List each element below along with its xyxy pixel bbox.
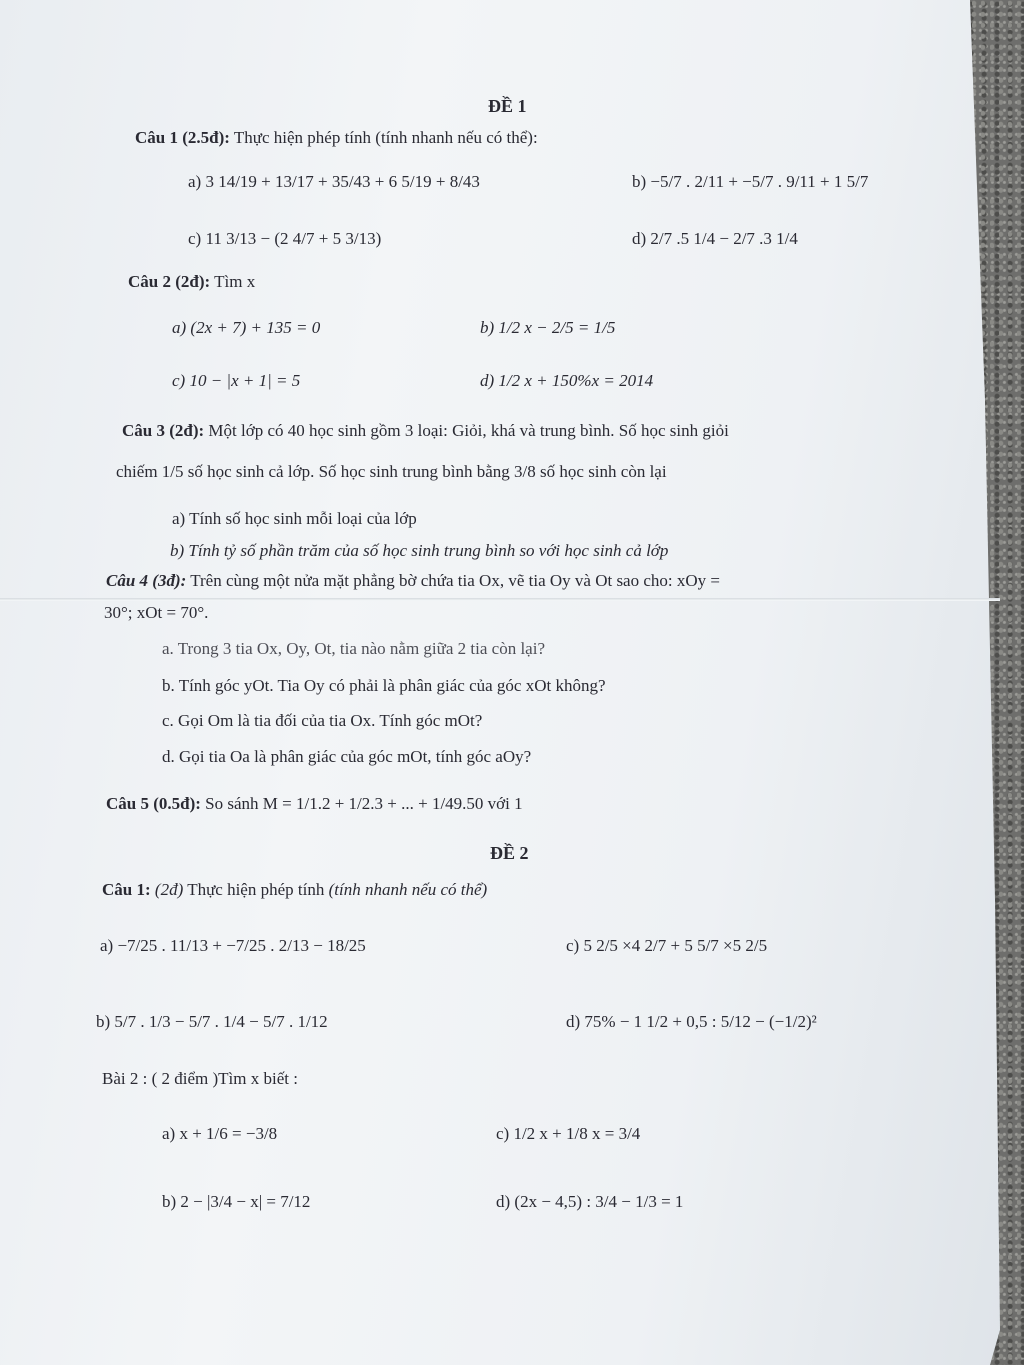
de1-cau5-label: Câu 5 (0.5đ): (106, 794, 201, 813)
de1-cau1-c: c) 11 3/13 − (2 4/7 + 5 3/13) (188, 229, 382, 248)
de1-cau1-b: b) −5/7 . 2/11 + −5/7 . 9/11 + 1 5/7 (632, 172, 869, 191)
de1-title: ĐỀ 1 (488, 96, 527, 116)
de1-cau2-label: Câu 2 (2đ): (128, 272, 211, 291)
de1-cau4-a: a. Trong 3 tia Ox, Oy, Ot, tia nào nằm giữa 2 tia còn lại? (162, 639, 545, 658)
de2-bai2-d: d) (2x − 4,5) : 3/4 − 1/3 = 1 (496, 1192, 684, 1211)
de2-cau1-c: c) 5 2/5 ×4 2/7 + 5 5/7 ×5 2/5 (566, 936, 768, 955)
de2-cau1-d: d) 75% − 1 1/2 + 0,5 : 5/12 − (−1/2)² (566, 1012, 817, 1031)
de2-bai2-a: a) x + 1/6 = −3/8 (162, 1124, 278, 1143)
de1-cau3-text1: Một lớp có 40 học sinh gồm 3 loại: Giỏi, khá và trung bình. Số học sinh giỏi (208, 421, 729, 440)
de2-cau1-points: (2đ) (154, 880, 184, 899)
de2-bai2-label: Bài 2 : ( 2 điểm )Tìm x biết : (102, 1069, 298, 1088)
de1-cau1-d: d) 2/7 .5 1/4 − 2/7 .3 1/4 (632, 229, 798, 248)
de2-cau1-label: Câu 1: (102, 880, 151, 899)
de1-cau2-text: Tìm x (214, 272, 256, 291)
de1-cau2-d: d) 1/2 x + 150%x = 2014 (480, 371, 654, 390)
de1-cau5-text: So sánh M = 1/1.2 + 1/2.3 + ... + 1/49.50 với 1 (205, 794, 523, 813)
de1-cau3-label: Câu 3 (2đ): (122, 421, 205, 440)
de2-cau1-b: b) 5/7 . 1/3 − 5/7 . 1/4 − 5/7 . 1/12 (96, 1012, 328, 1031)
de1-cau1-label: Câu 1 (2.5đ): (135, 128, 230, 147)
de1-cau1-a: a) 3 14/19 + 13/17 + 35/43 + 6 5/19 + 8/43 (188, 172, 480, 191)
de2-bai2-b: b) 2 − |3/4 − x| = 7/12 (162, 1192, 311, 1211)
de1-cau4-label: Câu 4 (3đ): (106, 571, 187, 590)
de1-cau5 (106, 794, 523, 814)
de1-cau2-c: c) 10 − |x + 1| = 5 (172, 371, 301, 390)
de2-cau1-hint: (tính nhanh nếu có thể) (328, 880, 488, 899)
de1-cau3-line2: chiếm 1/5 số học sinh cả lớp. Số học sinh trung bình bằng 3/8 số học sinh còn lại (116, 462, 667, 481)
de1-cau4-line1 (106, 571, 720, 591)
de1-cau4-d: d. Gọi tia Oa là phân giác của góc mOt, tính góc aOy? (162, 747, 532, 766)
de1-cau2 (128, 272, 255, 292)
paper-fold (0, 598, 1000, 601)
de1-cau2-b: b) 1/2 x − 2/5 = 1/5 (480, 318, 616, 337)
de2-cau1-text: Thực hiện phép tính (187, 880, 325, 899)
de2-bai2-c: c) 1/2 x + 1/8 x = 3/4 (496, 1124, 641, 1143)
de1-cau3-line1 (122, 421, 729, 441)
de1-cau1 (135, 128, 538, 148)
de1-cau4-c: c. Gọi Om là tia đối của tia Ox. Tính góc mOt? (162, 711, 483, 730)
de1-cau4-b: b. Tính góc yOt. Tia Oy có phải là phân giác của góc xOt không? (162, 676, 606, 695)
de1-cau3-b: b) Tính tỷ số phần trăm của số học sinh trung bình so với học sinh cả lớp (170, 541, 669, 560)
de1-cau2-a: a) (2x + 7) + 135 = 0 (172, 318, 321, 337)
de1-cau1-text: Thực hiện phép tính (tính nhanh nếu có thể): (233, 128, 538, 147)
de2-cau1-a: a) −7/25 . 11/13 + −7/25 . 2/13 − 18/25 (100, 936, 366, 955)
de2-cau1 (102, 880, 487, 900)
de1-cau3-a: a) Tính số học sinh mỗi loại của lớp (172, 509, 417, 528)
de1-cau4-text1: Trên cùng một nửa mặt phẳng bờ chứa tia Ox, vẽ tia Oy và Ot sao cho: xOy = (190, 571, 720, 590)
de1-cau4-line2: 30°; xOt = 70°. (104, 603, 209, 622)
de2-title: ĐỀ 2 (490, 843, 529, 863)
